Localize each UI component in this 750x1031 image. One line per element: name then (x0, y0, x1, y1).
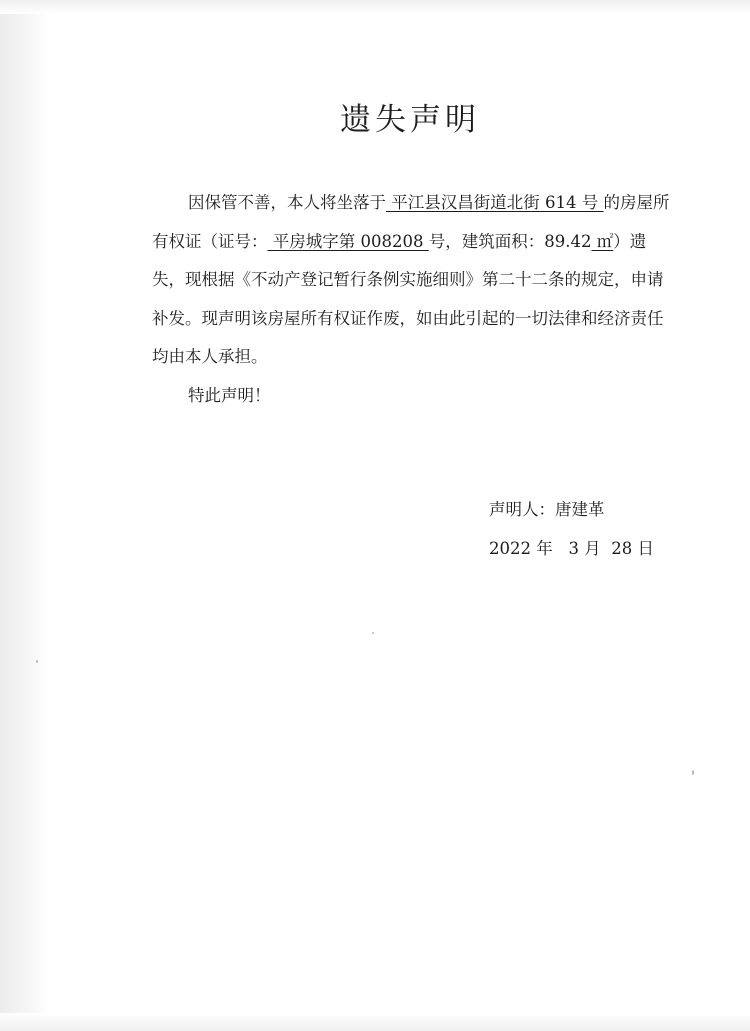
date-day: 28 (611, 539, 633, 558)
date-day-unit: 日 (637, 539, 654, 558)
closing-text: 特此声明！ (188, 385, 271, 405)
date-year: 2022 (489, 539, 531, 558)
property-address: 平江县汉昌街道北街 614 号 (386, 193, 604, 212)
statement-date (489, 535, 654, 559)
area-unit: ㎡ (591, 231, 614, 251)
statement-text: 号，建筑面积：89.42 (428, 231, 592, 251)
statement-text: ）遗失，现根据《不动产登记暂行条例实施细则》第二十二条的规定，申请补发。现声明该房屋所有权证作废，如由此引起的一切法律和经济责任均由本人承担。 (152, 231, 664, 366)
signature-label: 声明人： (489, 500, 555, 519)
scan-speck (36, 660, 38, 663)
statement-text: 因保管不善，本人将坐落于 (188, 193, 386, 212)
certificate-number: 平房城字第 008208 (267, 231, 429, 251)
closing-paragraph (152, 377, 672, 416)
statement-text: 的房屋所有权证（证号： (152, 193, 670, 251)
date-month-unit: 月 (584, 539, 601, 558)
statement-paragraph (152, 184, 672, 377)
date-year-unit: 年 (536, 539, 553, 558)
signature-line (489, 496, 605, 520)
scan-speck (692, 770, 694, 775)
date-month: 3 (568, 539, 579, 558)
scan-edge-shadow-left (0, 0, 50, 1031)
declarer-name: 唐建革 (555, 500, 605, 519)
scan-edge-shadow-bottom (0, 1013, 750, 1031)
scan-speck (372, 632, 374, 634)
document-title: 遗失声明 (340, 102, 480, 138)
scan-edge-shadow-top (0, 0, 750, 14)
statement-body (152, 184, 672, 415)
